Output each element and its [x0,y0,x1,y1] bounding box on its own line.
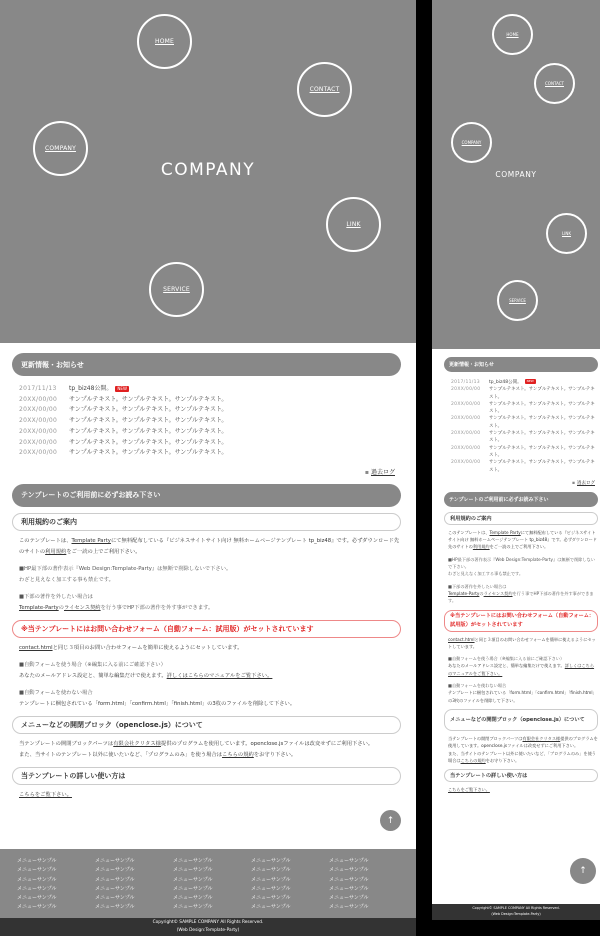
text: を行う事でHP下部の著作を外す事ができます。 [100,604,214,611]
usage-text [12,790,401,801]
text: わざと見えなく加工する事も禁止です。 [19,576,114,583]
contact-link[interactable]: contact.html [19,644,53,651]
terms-title: 利用規約のご案内 [444,512,598,525]
bullet-icon: ▪ [571,480,575,486]
main-content [12,353,401,801]
notice-heading: テンプレートのご利用前に必ずお読み下さい [12,484,401,507]
nav-service-label: SERVICE [163,286,190,293]
nav-link-label: LINK [561,231,572,236]
footer-menu-column [329,857,407,913]
news-list [12,384,401,459]
template-party-link[interactable]: Template Party [489,529,521,535]
news-text [489,379,536,386]
text: ■自動フォームを使う場合（※編集に入る前にご確認下さい） [19,661,166,668]
news-date: 20XX/00/00 [19,449,58,457]
footer-menu-item[interactable]: メニューサンプル [17,895,57,902]
footer-menu-item[interactable]: メニューサンプル [173,895,213,902]
contact-link[interactable]: contact.html [448,636,475,642]
text: 当テンプレートの開閉ブロックパーツは [448,735,523,741]
nav-contact-label: CONTACT [309,86,340,93]
footer-menu-item[interactable]: メニューサンプル [329,885,369,892]
text: の [479,590,484,596]
template-party-link[interactable]: Template Party [71,537,111,544]
text: わざと見えなく加工する事も禁止です。 [448,571,524,577]
footer-menu-item[interactable]: メニューサンプル [173,904,213,911]
license-link[interactable]: ライセンス契約 [63,604,101,611]
openclose-text [444,735,598,764]
text: ■自動フォームを使わない場合 [19,689,93,696]
program-terms-link[interactable]: こちらの規約 [222,751,254,758]
notice-heading: テンプレートのご利用前に必ずお読み下さい [444,492,598,507]
footer-menu-item[interactable]: メニューサンプル [17,904,57,911]
footer-menu-item[interactable]: メニューサンプル [95,895,135,902]
news-text: サンプルテキスト。サンプルテキスト。サンプルテキスト。 [69,449,228,457]
news-text: サンプルテキスト。サンプルテキスト。サンプルテキスト。 [69,406,228,414]
site-logo[interactable]: COMPANY [495,170,537,179]
scroll-to-top-button[interactable] [380,810,401,831]
news-text: サンプルテキスト。サンプルテキスト。サンプルテキスト。 [489,445,595,458]
text: ■自動フォームを使う場合（※編集に入る前にご確認下さい） [448,656,565,662]
openclose-title: メニューなどの開閉ブロック（openclose.js）について [12,716,401,734]
text: また、当サイトのテンプレート以外に使いたいなど、「プログラムのみ」を使う場合は [448,750,596,763]
news-list [444,379,598,474]
openclose-text [12,739,401,761]
terms-text [12,536,401,614]
news-item [19,395,401,406]
arrow-up-icon: ↑ [386,815,395,826]
text: 当テンプレートの開閉ブロックパーツは [19,740,114,747]
footer-menu-item[interactable]: メニューサンプル [95,885,135,892]
nav-service[interactable] [497,280,538,321]
usage-title: 当テンプレートの詳しい使い方は [444,769,598,782]
footer-menu-item[interactable]: メニューサンプル [251,858,291,864]
text: ■自動フォームを使わない場合 [448,683,507,689]
news-item [19,416,401,427]
footer-menu-item[interactable]: メニューサンプル [251,885,291,892]
copyright-text: Copyright© SAMPLE COMPANY All Rights Reserved. [472,906,560,910]
footer-menu-item[interactable]: メニューサンプル [329,876,369,883]
nav-company-label: COMPANY [45,145,76,152]
template-party-link[interactable]: Template-Party [448,590,480,596]
footer-menu-item[interactable]: メニューサンプル [251,867,291,874]
text: 提供のプログラムを使用しています。openclose.jsファイルは改変せずにご利用下さい。 [448,735,598,749]
nav-link-label: LINK [346,221,361,228]
text: をお守り下さい。 [485,757,520,763]
news-item [451,379,598,386]
manual-link[interactable]: 詳しくはこちらのマニュアルをご覧下さい。 [166,672,273,679]
text: テンプレートに梱包されている「form.html」「confirm.html」「finish.html」の3枚のファイルを削除して下さい。 [19,700,296,707]
text: テンプレートに梱包されている「form.html」「confirm.html」「finish.html」の3枚のファイルを削除して下さい。 [448,690,597,703]
view-divider [416,0,432,936]
text: あなたのメールアドレス設定と、簡単な編集だけで使えます。 [448,663,565,669]
news-heading: 更新情報・お知らせ [444,357,598,372]
news-date: 20XX/00/00 [19,395,58,403]
nav-link[interactable] [326,197,381,252]
site-logo[interactable]: COMPANY [160,160,256,180]
footer-menu-item[interactable]: メニューサンプル [17,858,57,864]
past-log-link[interactable]: 過去ログ [370,468,395,476]
news-item [451,415,598,430]
footer-menu-item[interactable]: メニューサンプル [173,876,213,883]
text: 提供のプログラムを使用しています。openclose.jsファイルは改変せずにご利用下さい。 [160,740,374,747]
new-badge: NEW [117,385,127,391]
news-date: 20XX/00/00 [451,387,481,393]
text: ■下部の著作を外したい場合は [19,593,93,600]
news-text: サンプルテキスト。サンプルテキスト。サンプルテキスト。 [489,460,595,473]
news-date: 20XX/00/00 [19,438,58,446]
news-date: 20XX/00/00 [19,427,58,435]
text: をお守り下さい。 [253,751,297,758]
footer-menu-item[interactable]: メニューサンプル [17,867,57,874]
news-heading: 更新情報・お知らせ [12,353,401,376]
form-title: ※当テンプレートにはお問い合わせフォーム（自動フォーム：試用版）がセットされています [444,610,598,632]
text: このテンプレートは、 [448,529,490,535]
text: をご一読の上でご利用下さい。 [489,544,549,550]
footer-menu-item[interactable]: メニューサンプル [17,876,57,883]
nav-service-label: SERVICE [509,298,526,303]
news-item [19,427,401,438]
scroll-to-top-button[interactable] [570,858,596,884]
news-text-content: tp_biz48公開。 [69,385,113,392]
news-date: 20XX/00/00 [451,445,481,451]
past-log-link[interactable]: 過去ログ [577,480,595,486]
credit-link[interactable]: Web Design:Template-Party [492,911,540,916]
bullet-icon: ▪ [364,468,369,476]
footer-menu-item[interactable]: メニューサンプル [173,867,213,874]
news-date: 20XX/00/00 [451,401,481,407]
footer-menu-item[interactable]: メニューサンプル [329,895,369,902]
text: ■HP最下部の著作表示『Web Design:Template-Party』は無断で削除しないで下さい。 [448,556,595,570]
program-terms-link[interactable]: こちらの規約 [460,757,486,763]
footer-menu-item[interactable]: メニューサンプル [251,876,291,883]
news-date: 2017/11/13 [19,385,57,392]
nav-company-label: COMPANY [461,140,482,145]
news-text: サンプルテキスト。サンプルテキスト。サンプルテキスト。 [69,427,228,435]
news-item [19,448,401,459]
copyright-bar [432,904,600,920]
news-text: サンプルテキスト。サンプルテキスト。サンプルテキスト。 [69,438,228,446]
news-date: 20XX/00/00 [451,460,481,466]
nav-contact-label: CONTACT [545,81,564,86]
text: と同じ３項目のお問い合わせフォームを簡単に使えるようにセットしています。 [52,644,243,651]
footer-menu-item[interactable]: メニューサンプル [251,895,291,902]
hero-section [0,0,416,343]
mobile-view [432,0,600,920]
nav-link[interactable] [546,213,587,254]
terms-text [444,529,598,605]
footer-menu-item[interactable]: メニューサンプル [173,885,213,892]
terms-link[interactable]: 利用規約 [45,548,67,555]
manual-link[interactable]: 詳しくはこちらのマニュアルをご覧下さい。 [448,663,595,676]
credit: (Web Design:Template-Party) [176,927,240,933]
footer-menu-item[interactable]: メニューサンプル [95,867,135,874]
footer-menu-column [95,857,173,913]
credit-link[interactable]: Web Design:Template-Party [178,927,238,933]
footer-menu-item[interactable]: メニューサンプル [95,858,135,864]
news-item [19,405,401,416]
text: また、当サイトのテンプレート以外に使いたいなど、「プログラムのみ」を使う場合は [19,751,223,758]
past-log [12,467,401,476]
news-text: サンプルテキスト。サンプルテキスト。サンプルテキスト。 [69,417,228,425]
footer-menu-item[interactable]: メニューサンプル [17,885,57,892]
footer-menu-item[interactable]: メニューサンプル [329,867,369,874]
footer-menu-item[interactable]: メニューサンプル [173,858,213,864]
news-text: サンプルテキスト。サンプルテキスト。サンプルテキスト。 [489,416,595,429]
template-party-link[interactable]: Template-Party [19,604,59,611]
text: ■HP最下部の著作表示『Web Design:Template-Party』は無断で削除しないで下さい。 [19,565,232,572]
nav-home[interactable] [492,14,533,55]
copyright-bar [0,918,416,936]
new-badge: NEW [526,379,534,384]
form-text [444,636,598,704]
form-text [12,643,401,710]
nav-home-label: HOME [154,38,174,45]
news-text: サンプルテキスト。サンプルテキスト。サンプルテキスト。 [489,431,595,444]
news-text: サンプルテキスト。サンプルテキスト。サンプルテキスト。 [69,395,228,403]
main-content [444,357,598,793]
text: ■下部の著作を外したい場合は [448,583,507,589]
terms-title: 利用規約のご案内 [12,513,401,531]
news-item [451,386,598,401]
nav-contact[interactable] [297,62,352,117]
news-date: 20XX/00/00 [451,416,481,422]
usage-link[interactable]: こちらをご覧下さい。 [448,787,490,793]
text: にて無料配布している『ビジネスサイトサイト向け 無料ホームページテンプレート tp_biz48』です。必ずダウンロード先のサイトの [19,537,400,555]
nav-company[interactable] [451,122,492,163]
news-text [69,384,129,395]
credit: (Web Design:Template-Party) [491,911,541,916]
text: このテンプレートは、 [19,537,72,544]
news-date: 20XX/00/00 [19,406,58,414]
nav-home[interactable] [137,14,192,69]
past-log [444,480,598,486]
news-date: 20XX/00/00 [19,417,58,425]
usage-title: 当テンプレートの詳しい使い方は [12,767,401,785]
footer-menu-item[interactable]: メニューサンプル [329,858,369,864]
news-item [451,401,598,416]
footer-menu-item[interactable]: メニューサンプル [95,904,135,911]
news-text: サンプルテキスト。サンプルテキスト。サンプルテキスト。 [489,401,595,415]
usage-text [444,786,598,793]
text: にて無料配布している『ビジネスサイトサイト向け 無料ホームページテンプレート tp_biz48』です。必ずダウンロード先のサイトの [448,529,597,550]
arrow-up-icon: ↑ [579,866,587,876]
news-date: 20XX/00/00 [451,431,481,437]
text: をご一読の上でご利用下さい。 [66,548,141,555]
footer-menu [0,849,416,918]
news-text: サンプルテキスト。サンプルテキスト。サンプルテキスト。 [489,387,595,400]
form-title: ※当テンプレートにはお問い合わせフォーム（自動フォーム：試用版）がセットされています [12,620,401,638]
footer-menu-column [17,857,95,913]
news-item [19,438,401,449]
news-date: 2017/11/13 [451,380,480,385]
text: あなたのメールアドレス設定と、簡単な編集だけで使えます。 [19,672,167,679]
text: の [58,604,64,611]
footer-menu-column [251,857,329,913]
license-link[interactable]: ライセンス契約 [483,590,513,596]
footer-menu-item[interactable]: メニューサンプル [95,876,135,883]
news-text-content: tp_biz48公開。 [489,380,522,385]
footer-menu-item[interactable]: メニューサンプル [251,904,291,911]
news-item [451,445,598,460]
footer-menu-item[interactable]: メニューサンプル [329,904,369,911]
copyright-text: Copyright© SAMPLE COMPANY All Rights Reserved. [152,920,264,925]
nav-home-label: HOME [506,32,519,37]
crytus-link[interactable]: 有限会社クリタス様 [113,740,161,747]
news-item [19,384,401,395]
crytus-link[interactable]: 有限会社クリタス様 [522,735,561,741]
terms-link[interactable]: 利用規約 [472,544,490,550]
usage-link[interactable]: こちらをご覧下さい。 [19,791,72,798]
text: と同じ３項目のお問い合わせフォームを簡単に使えるようにセットしています。 [448,636,596,649]
nav-service[interactable] [149,262,204,317]
hero-section [432,0,600,349]
news-item [451,430,598,445]
openclose-title: メニューなどの開閉ブロック（openclose.js）について [444,709,598,731]
text: を行う事でHP下部の著作を外す事ができます。 [448,590,594,604]
news-item [451,459,598,474]
footer-menu-column [173,857,251,913]
nav-contact[interactable] [534,63,575,104]
